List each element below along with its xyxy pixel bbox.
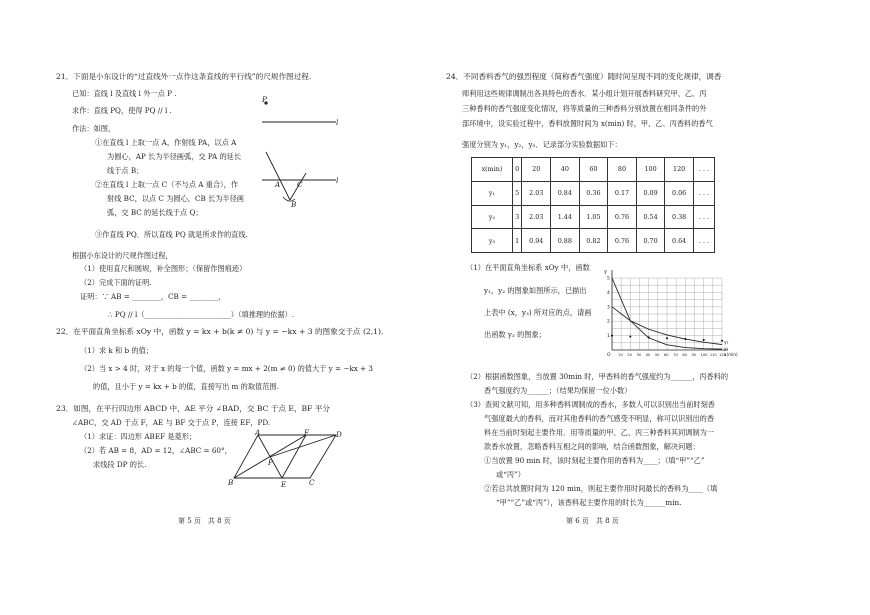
q21-stem: 21．下面是小东设计的“过直线外一点作这条直线的平行线”的尺规作图过程. xyxy=(56,72,312,81)
x-tick-label: 60 xyxy=(664,353,669,357)
q24-part3: （3）查阅文献可知，用多种香料调制成的香水，多数人可以识别出当前时刻香 xyxy=(466,400,715,409)
table-cell: 0.38 xyxy=(665,205,694,229)
table-cell: 0.17 xyxy=(608,181,637,205)
q21-step1-line3: 线于点 B； xyxy=(107,166,144,175)
table-cell: y₂ xyxy=(472,205,513,229)
fig23-label-p: P xyxy=(268,458,273,467)
segment-ef xyxy=(282,435,306,478)
series-label-1: y₁ xyxy=(724,347,729,353)
x-tick-label: 10 xyxy=(618,353,623,357)
parallelogram-abcd xyxy=(234,435,336,478)
table-cell: . . . xyxy=(693,181,714,205)
q24-part3-sub1: ①当放置 90 min 时，该时刻起主要作用的香料为____；（填“甲”“乙” xyxy=(484,456,705,465)
q24-stem-line2: 师利用这些规律调制出各具特色的香水．某小组计划开展香料研究甲、乙、丙 xyxy=(462,89,707,98)
q22-part1: （1）求 k 和 b 的值； xyxy=(80,346,153,355)
segment-bf xyxy=(234,435,306,478)
fig23-label-a: A xyxy=(255,428,261,437)
table-cell: 0.64 xyxy=(665,229,694,253)
q24-part3-line3: 料在当前时刻起主要作用．用等质量的甲、乙、丙三种香料其同调制为一 xyxy=(484,428,715,437)
left-footer: 第 5 页 共 8 页 xyxy=(178,517,231,525)
q21-prompt: 根据小东设计的尺规作图过程， xyxy=(72,251,173,260)
q21-part2: （2）完成下面的证明. xyxy=(80,278,152,287)
ray-pa xyxy=(266,152,290,200)
y-tick-label: 2 xyxy=(607,319,610,325)
x-tick-label: 90 xyxy=(691,353,697,357)
table-cell: 60 xyxy=(579,158,608,182)
origin-label: O xyxy=(607,353,611,358)
q24-part1-line2: y₁，y₂ 的图象如图所示，已描出 xyxy=(484,286,587,295)
fig23-label-c: C xyxy=(309,478,315,487)
table-cell: 0.82 xyxy=(579,229,608,253)
table-cell: x(min) xyxy=(472,158,513,182)
data-point-y3 xyxy=(629,335,631,337)
table-row xyxy=(472,229,715,253)
y-tick-label: 1 xyxy=(607,334,610,340)
table-cell: 0.76 xyxy=(608,229,637,253)
fig21-label-a: A xyxy=(275,180,281,189)
table-cell: 1.44 xyxy=(551,205,580,229)
segment-pd xyxy=(270,435,336,457)
table-cell: 80 xyxy=(608,158,637,182)
fig21-label-b: B xyxy=(291,200,297,209)
q21-goal: 求作：直线 PQ，使得 PQ // l . xyxy=(72,106,172,115)
q21-proof-line2: ∴ PQ // l（________________________）（填推理的依据）. xyxy=(108,310,295,319)
q22-stem: 22．在平面直角坐标系 xOy 中，函数 y = kx + b(k ≠ 0) 与 y = −kx + 3 的图象交于点 (2,1). xyxy=(56,327,384,336)
table-cell: . . . xyxy=(693,205,714,229)
data-table xyxy=(471,157,715,253)
q21-given: 已知：直线 l 及直线 l 外一点 P . xyxy=(72,89,177,98)
x-tick-label: 110 xyxy=(709,353,717,357)
q24-stem: 24．不同香料香气的强烈程度（简称香气强度）随时间呈现不同的变化规律，调香 xyxy=(446,72,722,81)
q21-proof-line1: 证明：∵ AB = ________，CB = ________， xyxy=(80,292,226,301)
q23-part2: （2）若 AB = 8，AD = 12，∠ABC = 60°， xyxy=(80,446,232,455)
table-cell: 0.76 xyxy=(608,205,637,229)
table-cell: 5 xyxy=(512,181,522,205)
table-row xyxy=(472,158,715,182)
table-cell: . . . xyxy=(693,229,714,253)
series-label-2: y₂ xyxy=(724,340,729,346)
table-cell: 120 xyxy=(665,158,694,182)
y-tick-label: 4 xyxy=(607,290,610,296)
q23-stem: 23．如图，在平行四边形 ABCD 中，AE 平分 ∠BAD，交 BC 于点 E，BF 平分 xyxy=(56,404,331,413)
table-row xyxy=(472,181,715,205)
x-tick-label: 80 xyxy=(682,353,687,357)
x-tick-label: 30 xyxy=(636,353,642,357)
q21-step3: ③作直线 PQ．所以直线 PQ 就是所求作的直线. xyxy=(95,230,248,239)
table-cell: 40 xyxy=(551,158,580,182)
q22-part2-line2: 的值，且小于 y = kx + b 的值，直接写出 m 的取值范围. xyxy=(93,382,279,391)
table-cell: 3 xyxy=(512,205,522,229)
q24-stem-line3: 三种香料的香气强度变化情况，将等质量的三种香料分别放置在相同条件的外 xyxy=(462,104,707,113)
fig21-label-l2: l xyxy=(336,176,339,185)
x-tick-label: 40 xyxy=(645,353,651,357)
q21-figure xyxy=(256,95,346,225)
fig23-label-d: D xyxy=(336,430,342,439)
q21-step1: ①在直线 l 上取一点 A，作射线 PA，以点 A xyxy=(95,138,237,147)
table-cell: 0.84 xyxy=(551,181,580,205)
q23-figure xyxy=(228,425,348,485)
table-cell: y₁ xyxy=(472,181,513,205)
q23-part2-line2: 求线段 DP 的长. xyxy=(93,460,147,469)
q24-part1-line4: 出函数 y₃ 的图象； xyxy=(484,330,546,339)
q21-step1-line2: 为圆心，AP 长为半径画弧，交 PA 的延长 xyxy=(107,152,242,161)
q24-part3-sub2-line2: “甲”“乙”或“丙”），该香料起主要作用的时长为______min. xyxy=(496,498,682,507)
x-tick-label: 50 xyxy=(654,353,660,357)
q24-part3-line2: 气强度最大的香料，而对其他香料的香气感受不明显，称可以识别出的香 xyxy=(484,414,715,423)
table-cell: 1 xyxy=(512,229,522,253)
fig21-label-c: C xyxy=(297,180,303,189)
fig23-label-f: F xyxy=(304,428,309,437)
table-cell: 0.36 xyxy=(579,181,608,205)
y-tick-label: 3 xyxy=(607,305,610,311)
line-chart xyxy=(600,268,738,363)
q24-part2: （2）根据函数图象，当放置 30min 时，甲香料的香气强度约为______，丙香料的 xyxy=(466,372,729,381)
q23-part1: （1）求证：四边形 ABEF 是菱形； xyxy=(80,432,197,441)
x-axis-label: x(min) xyxy=(724,352,738,357)
q24-part3-sub1-line2: 或“丙”） xyxy=(496,470,525,479)
q24-stem-line5: 强度分别为 y₁，y₂，y₃．记录部分实验数据如下： xyxy=(462,140,622,149)
q23-stem-line2: ∠ABC，交 AD 于点 F，AE 与 BF 交于点 P，连接 EF，PD. xyxy=(72,418,271,427)
q24-part3-line4: 款香水放置，忽略香料互相之间的影响，结合函数图象，解决问题： xyxy=(484,442,700,451)
data-point-y3 xyxy=(703,339,705,341)
q21-part1: （1）使用直尺和圆规，补全图形；（保留作图痕迹） xyxy=(80,264,247,273)
q21-step2-line3: 弧，交 BC 的延长线于点 Q； xyxy=(107,208,203,217)
y-tick-label: 5 xyxy=(607,276,610,282)
x-tick-label: 20 xyxy=(627,353,632,357)
table-cell: 100 xyxy=(636,158,665,182)
q21-method: 作法：如图， xyxy=(72,124,116,133)
table-cell: 0.54 xyxy=(636,205,665,229)
q24-part1: （1）在平面直角坐标系 xOy 中，函数 xyxy=(466,263,590,272)
q21-step2: ②在直线 l 上取一点 C（不与点 A 重合），作 xyxy=(95,180,239,189)
q24-part1-line3: 上表中 (x，y₃) 所对应的点，请画 xyxy=(484,308,592,317)
fig23-label-b: B xyxy=(228,478,234,487)
x-tick-label: 120 xyxy=(719,353,726,357)
y-axis-label: y xyxy=(604,269,607,275)
data-point-y3 xyxy=(666,337,668,339)
q22-part2: （2）当 x > 4 时，对于 x 的每一个值，函数 y = mx + 2(m ≠ 0) 的值大于 y = −kx + 3 xyxy=(80,364,373,373)
table-cell: 1.05 xyxy=(579,205,608,229)
table-cell: . . . xyxy=(693,158,714,182)
table-cell: y₃ xyxy=(472,229,513,253)
q24-part3-sub2: ②若总共放置时间为 120 min，则起主要作用时间最长的香料为____（填 xyxy=(484,484,718,493)
table-cell: 0.06 xyxy=(665,181,694,205)
q21-step2-line2: 射线 BC，以点 C 为圆心，CB 长为半径画 xyxy=(107,194,244,203)
table-cell: 0.88 xyxy=(551,229,580,253)
fig21-label-l: l xyxy=(336,118,339,127)
table-cell: 0.70 xyxy=(636,229,665,253)
right-footer: 第 6 页 共 8 页 xyxy=(566,517,619,525)
table-cell: 20 xyxy=(522,158,551,182)
table-cell: 0 xyxy=(512,158,522,182)
table-cell: 0.09 xyxy=(636,181,665,205)
table-cell: 0.94 xyxy=(522,229,551,253)
data-point-y3 xyxy=(648,336,650,338)
x-tick-label: 70 xyxy=(673,353,678,357)
q24-part2-line2: 香气强度约为______；（结果均保留一位小数） xyxy=(484,386,632,395)
q24-stem-line4: 部环境中，设实验过程中，香料放置时间为 x(min) 时，甲、乙、丙香料的香气 xyxy=(462,119,713,128)
data-point-y3 xyxy=(611,335,613,337)
data-point-y3 xyxy=(721,340,723,342)
data-point-y3 xyxy=(684,338,686,340)
fig21-label-p: P xyxy=(262,95,267,104)
fig23-label-e: E xyxy=(281,480,287,489)
table-cell: 2.03 xyxy=(522,181,551,205)
table-cell: 2.03 xyxy=(522,205,551,229)
table-row xyxy=(472,205,715,229)
x-tick-label: 100 xyxy=(700,353,708,357)
